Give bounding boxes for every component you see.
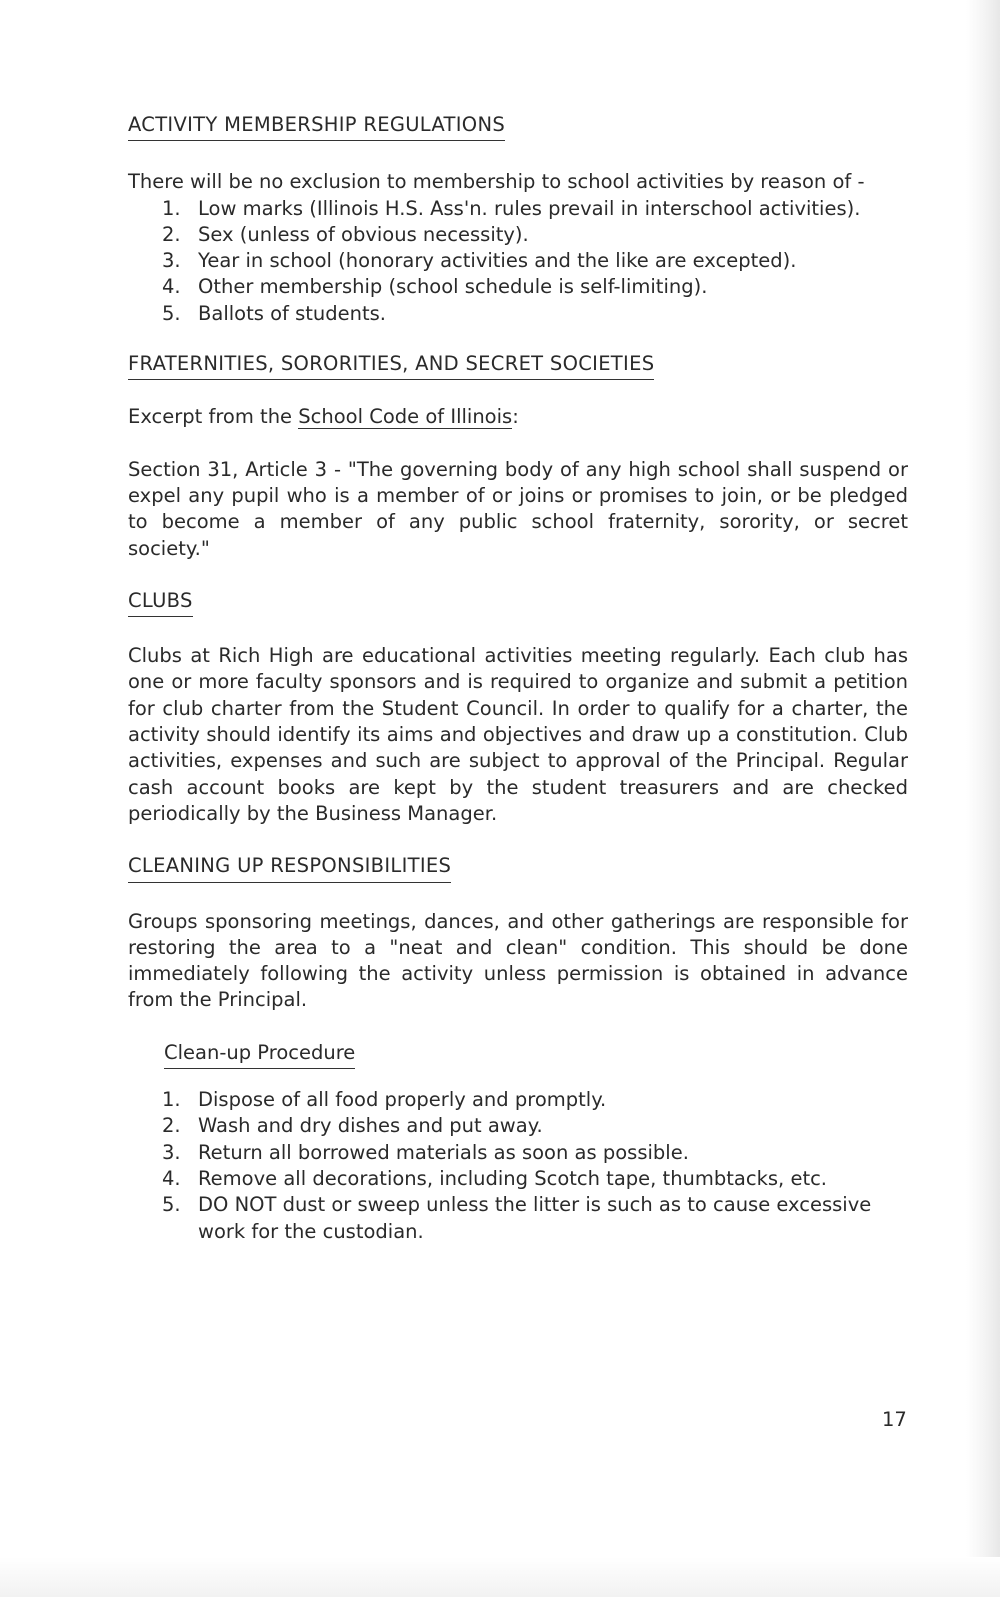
excerpt-line: Excerpt from the School Code of Illinois: — [128, 405, 519, 429]
list-item: 4. Other membership (school schedule is self-limiting). — [162, 275, 708, 299]
page-edge-shadow — [966, 0, 1000, 1597]
section-heading-clubs: CLUBS — [128, 588, 193, 617]
list-item: 1. Dispose of all food properly and promptly. — [162, 1088, 607, 1112]
list-item: 2. Sex (unless of obvious necessity). — [162, 222, 529, 246]
list-item: 5. Ballots of students. — [162, 301, 386, 325]
list-item: 3. Year in school (honorary activities and the like are excepted). — [162, 249, 797, 273]
document-body — [128, 112, 908, 1245]
page-number: 17 — [882, 1408, 907, 1431]
list-item: 4. Remove all decorations, including Scotch tape, thumbtacks, etc. — [162, 1166, 828, 1190]
list-item: 1. Low marks (Illinois H.S. Ass'n. rules prevail in interschool activities). — [162, 196, 861, 220]
section-heading-fraternities: FRATERNITIES, SORORITIES, AND SECRET SOCIETIES — [128, 351, 654, 380]
school-code-quote: Section 31, Article 3 - "The governing body of any high school shall suspend or expel any pupil who is a member of or joins or promises to join, or be pledged to become a member of any public school fraternity, sorority, or secret society." — [128, 457, 908, 560]
section-heading-activity: ACTIVITY MEMBERSHIP REGULATIONS — [128, 112, 505, 141]
clubs-body: Clubs at Rich High are educational activities meeting regularly. Each club has one or more faculty sponsors and is required to organize and submit a petition for club charter from the Student Council. In order to qualify for a charter, the activity should identify its aims and objectives and draw up a constitution. Club activities, expenses and such are subject to approval of the Principal. Regular cash account books are kept by the student treasurers and are checked periodically by the Business Manager. — [128, 644, 908, 825]
cleaning-body: Groups sponsoring meetings, dances, and other gatherings are responsible for restoring the area to a "neat and clean" condition. This should be done immediately following the activity unless permission is obtained in advance from the Principal. — [128, 909, 908, 1012]
section-cleaning — [128, 853, 908, 1245]
activity-intro: There will be no exclusion to membership to school activities by reason of - — [128, 170, 865, 194]
page-bottom-shadow — [0, 1557, 1000, 1597]
section-heading-cleaning: CLEANING UP RESPONSIBILITIES — [128, 853, 451, 882]
procedure-heading: Clean-up Procedure — [164, 1040, 355, 1069]
activity-exclusion-list — [128, 196, 908, 327]
cleanup-procedure-list — [128, 1087, 908, 1245]
section-fraternities — [128, 351, 908, 562]
list-item: 2. Wash and dry dishes and put away. — [162, 1114, 543, 1138]
list-item: 5. DO NOT dust or sweep unless the litter is such as to cause excessive work for the custodian. — [162, 1193, 872, 1243]
list-item: 3. Return all borrowed materials as soon as possible. — [162, 1140, 689, 1164]
section-activity-membership — [128, 112, 908, 327]
school-code-reference: School Code of Illinois — [298, 405, 513, 429]
section-clubs — [128, 588, 908, 827]
